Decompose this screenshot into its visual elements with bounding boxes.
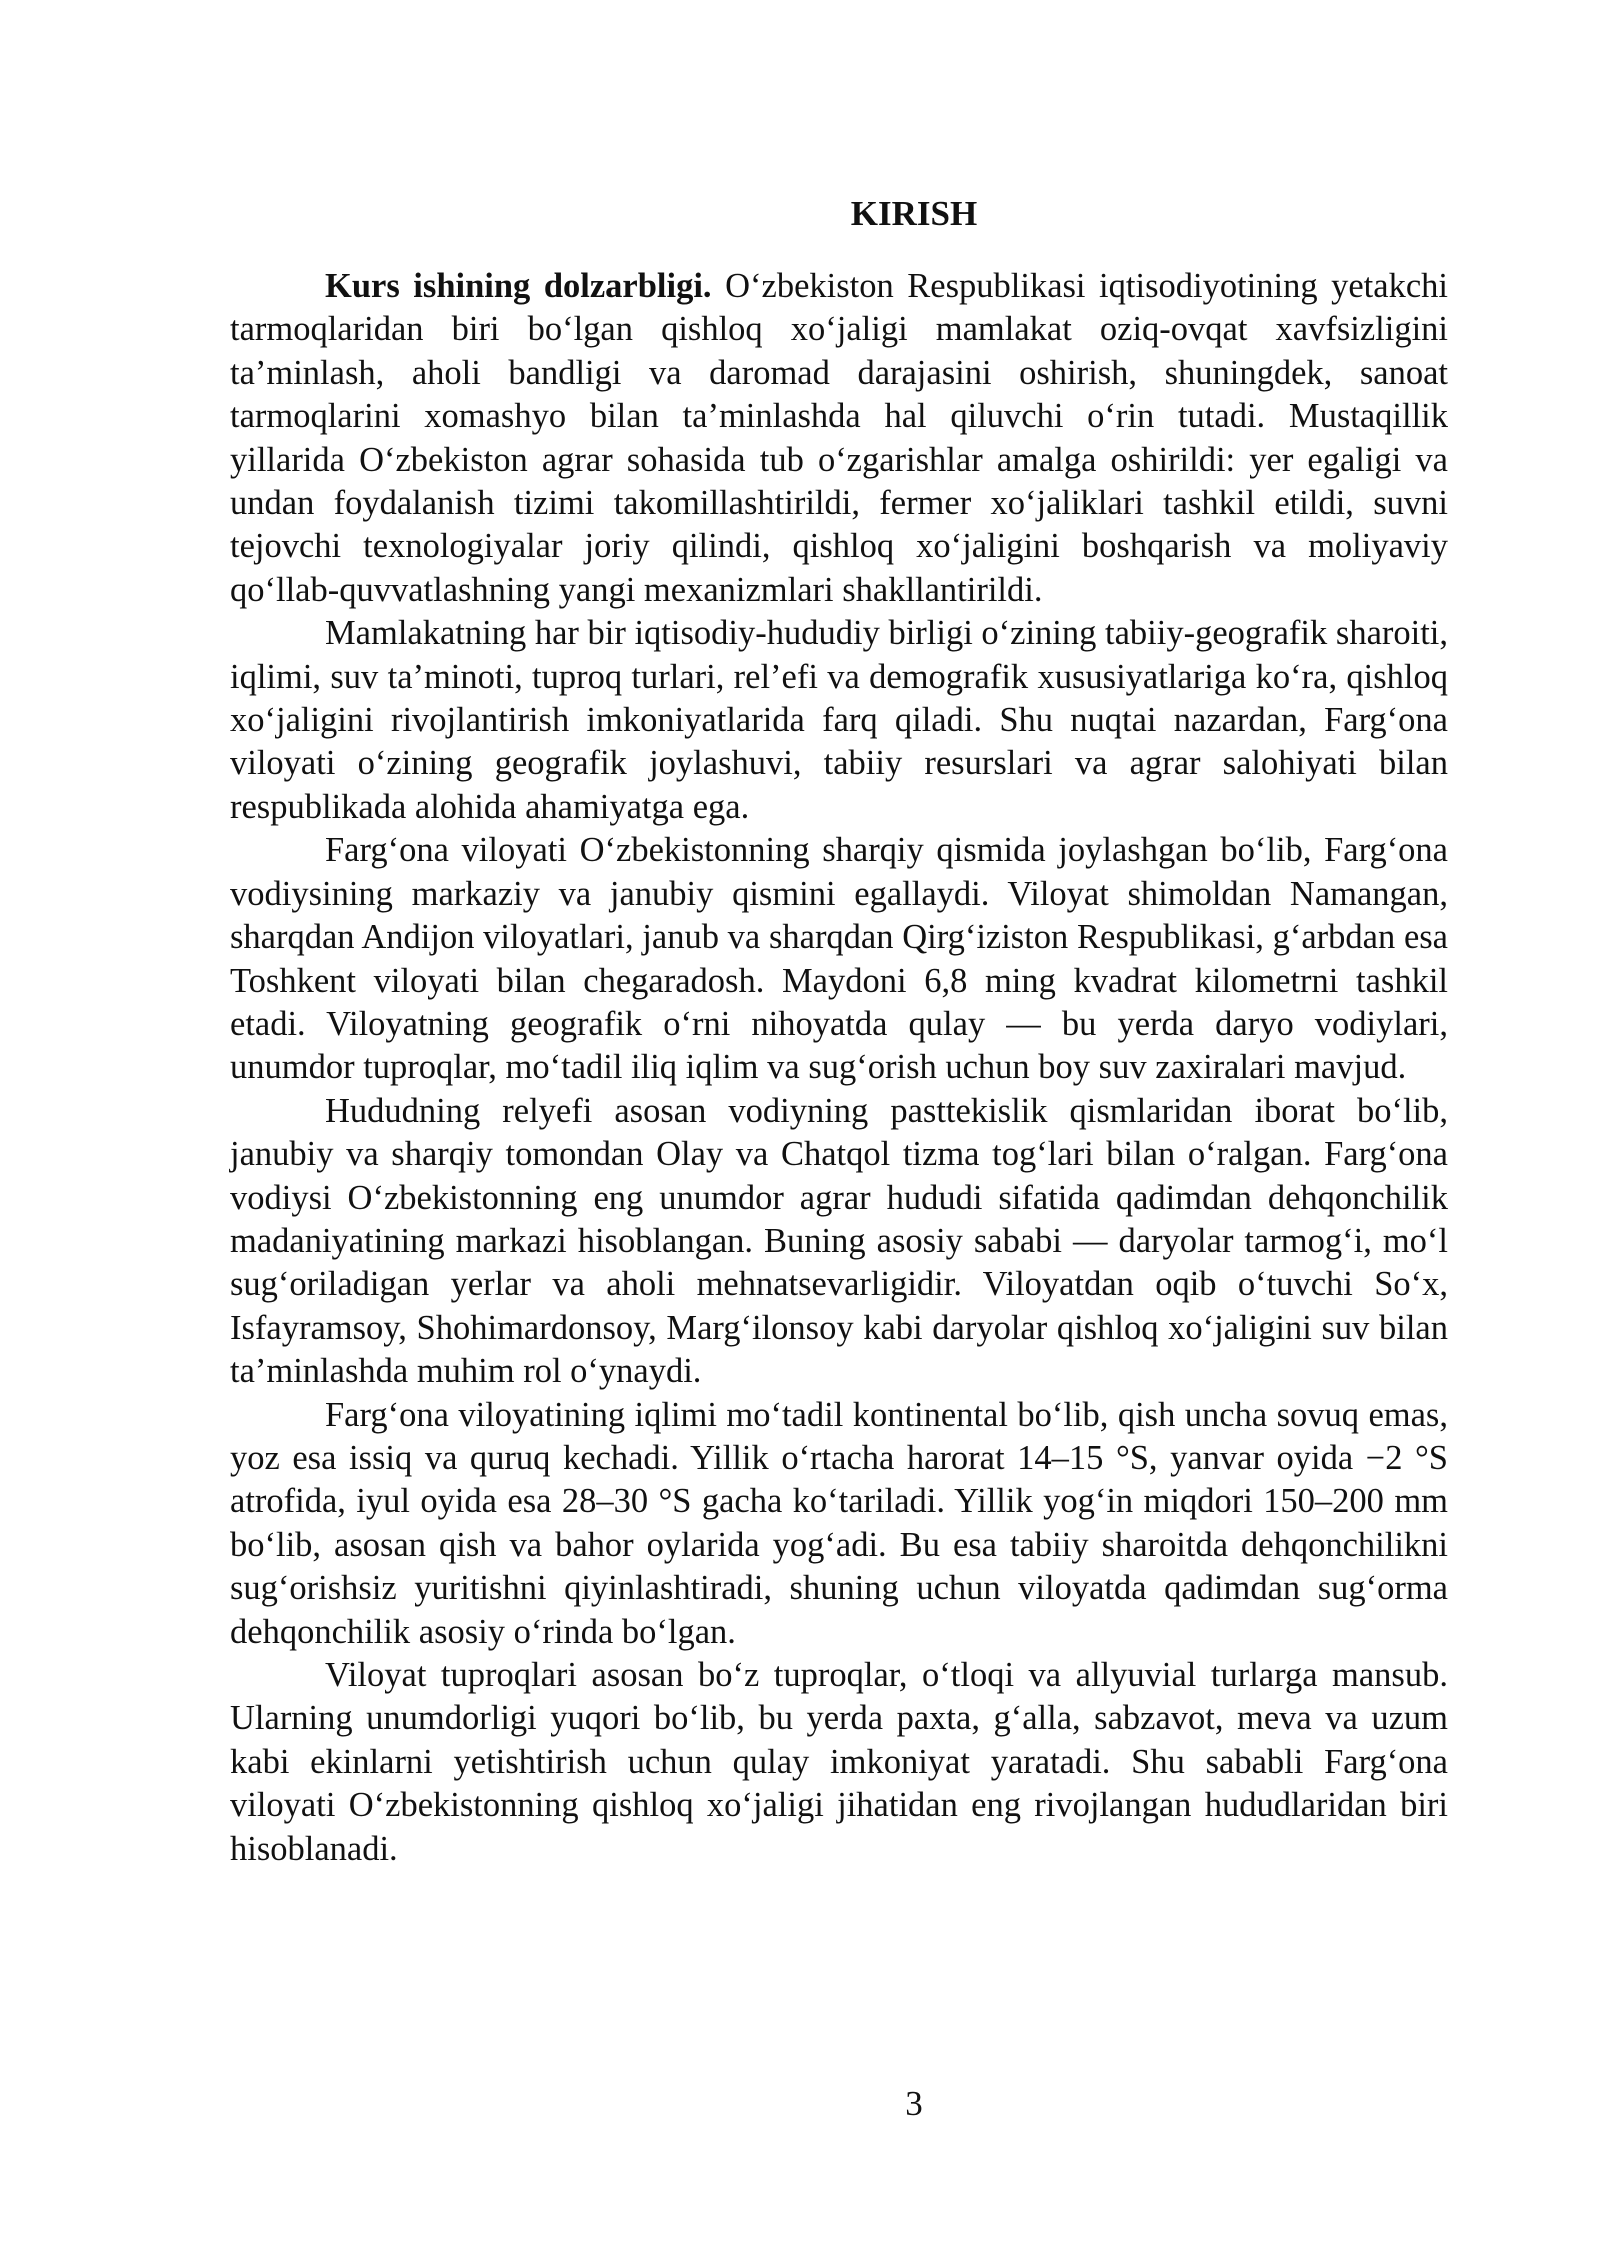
paragraph: Farg‘ona viloyatining iqlimi mo‘tadil kontinental bo‘lib, qish uncha sovuq emas, yoz esa issiq va quruq kechadi. Yillik o‘rtacha harorat 14–15 °S, yanvar oyida −2 °S atrofida, iyul oyida esa 28–30 °S gacha ko‘tariladi. Yillik yog‘in miqdori 150–200 mm bo‘lib, asosan qish va bahor oylarida yog‘adi. Bu esa tabiiy sharoitda dehqonchilikni sug‘orishsiz yuritishni qiyinlashtiradi, shuning uchun viloyatda qadimdan sug‘orma dehqonchilik asosiy o‘rinda bo‘lgan. xyxy=(230,1395,1448,1651)
paragraph: Viloyat tuproqlari asosan bo‘z tuproqlar, o‘tloqi va allyuvial turlarga mansub. Ularning unumdorligi yuqori bo‘lib, bu yerda paxta, g‘alla, sabzavot, meva va uzum kabi ekinlarni yetishtirish uchun qulay imkoniyat yaratadi. Shu sababli Farg‘ona viloyati O‘zbekistonning qishloq xo‘jaligi jihatidan eng rivojlangan hududlaridan biri hisoblanadi. xyxy=(230,1656,1448,1868)
section-heading: KIRISH xyxy=(850,194,978,233)
paragraph-text: O‘zbekiston Respublikasi iqtisodiyotining yetakchi tarmoqlaridan biri bo‘lgan qishloq xo‘jaligi mamlakat oziq-ovqat xavfsizligini ta’minlash, aholi bandligi va daromad darajasini oshirish, shuningdek, sanoat tarmoqlarini xomashyo bilan ta’minlashda hal qiluvchi o‘rin tutadi. Mustaqillik yillarida O‘zbekiston agrar sohasida tub o‘zgarishlar amalga oshirildi: yer egaligi va undan foydalanish tizimi takomillashtirildi, fermer xo‘jaliklari tashkil etildi, suvni tejovchi texnologiyalar joriy qilindi, qishloq xo‘jaligini boshqarish va moliyaviy qo‘llab-quvvatlashning yangi mexanizmlari shakllantirildi. xyxy=(230,267,1448,609)
document-page xyxy=(230,0,1448,2262)
paragraph: Mamlakatning har bir iqtisodiy-hududiy birligi o‘zining tabiiy-geografik sharoiti, iqlimi, suv ta’minoti, tuproq turlari, rel’efi va demografik xususiyatlariga ko‘ra, qishloq xo‘jaligini rivojlantirish imkoniyatlarida farq qiladi. Shu nuqtai nazardan, Farg‘ona viloyati o‘zining geografik joylashuvi, tabiiy resurslari va agrar salohiyati bilan respublikada alohida ahamiyatga ega. xyxy=(230,614,1448,826)
body-text xyxy=(230,265,1448,1871)
paragraph: Hududning relyefi asosan vodiyning pasttekislik qismlaridan iborat bo‘lib, janubiy va sharqiy tomondan Olay va Chatqol tizma tog‘lari bilan o‘ralgan. Farg‘ona vodiysi O‘zbekistonning eng unumdor agrar hududi sifatida qadimdan dehqonchilik madaniyatining markazi hisoblangan. Buning asosiy sababi — daryolar tarmog‘i, mo‘l sug‘oriladigan yerlar va aholi mehnatsevarligidir. Viloyatdan oqib o‘tuvchi So‘x, Isfayramsoy, Shohimardonsoy, Marg‘ilonsoy kabi daryolar qishloq xo‘jaligini suv bilan ta’minlashda muhim rol o‘ynaydi. xyxy=(230,1091,1448,1391)
paragraph-lead: Kurs ishining dolzarbligi. xyxy=(325,267,712,305)
page-number: 3 xyxy=(905,2084,923,2123)
paragraph: Farg‘ona viloyati O‘zbekistonning sharqiy qismida joylashgan bo‘lib, Farg‘ona vodiysining markaziy va janubiy qismini egallaydi. Viloyat shimoldan Namangan, sharqdan Andijon viloyatlari, janub va sharqdan Qirg‘iziston Respublikasi, g‘arbdan esa Toshkent viloyati bilan chegaradosh. Maydoni 6,8 ming kvadrat kilometrni tashkil etadi. Viloyatning geografik o‘rni nihoyatda qulay — bu yerda daryo vodiylari, unumdor tuproqlar, mo‘tadil iliq iqlim va sug‘orish uchun boy suv zaxiralari mavjud. xyxy=(230,831,1448,1087)
paragraph-relevance xyxy=(230,265,1448,612)
